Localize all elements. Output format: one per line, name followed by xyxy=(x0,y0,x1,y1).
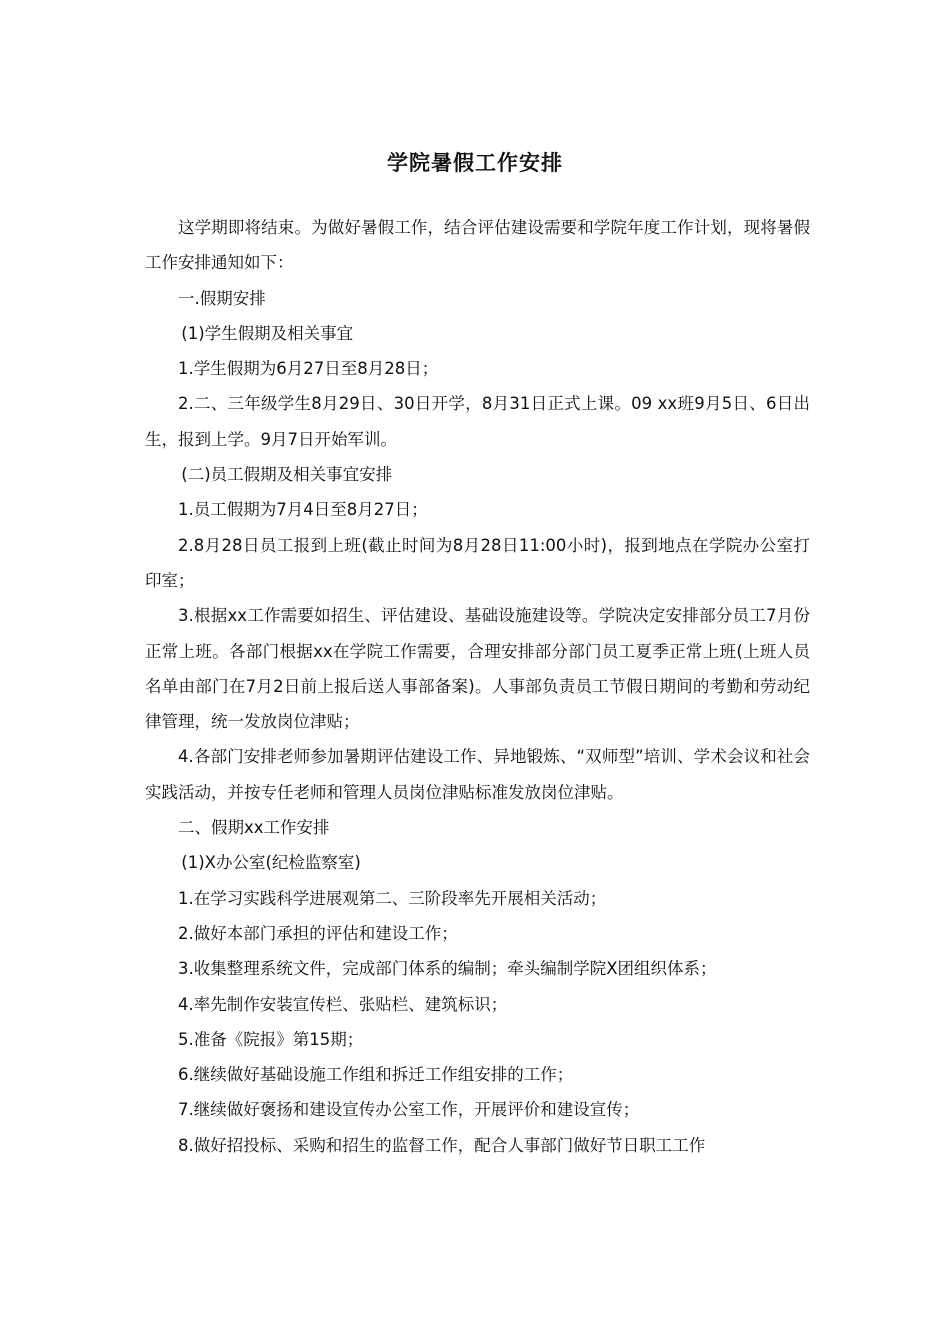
paragraph-office-item-5: 5.准备《院报》第15期； xyxy=(178,1029,364,1049)
paragraph-office-item-1: 1.在学习实践科学进展观第二、三阶段率先开展相关活动； xyxy=(178,888,607,908)
paragraph-staff-item-3: 3.根据xx工作需要如招生、评估建设、基础设施建设等。学院决定安排部分员工7月份正常上班。各部门根据xx在学院工作需要，合理安排部分部门员工夏季正常上班(上班人员名单由部门在7月2日前上报后送人事部备案)。人事部负责员工节假日期间的考勤和劳动纪律管理，统一发放岗位津贴； xyxy=(145,606,810,732)
paragraph-student-heading: (1)学生假期及相关事宜 xyxy=(181,323,354,343)
paragraph-student-item-1: 1.学生假期为6月27日至8月28日； xyxy=(178,359,439,379)
document-title: 学院暑假工作安排 xyxy=(387,151,563,175)
paragraph-office-item-6: 6.继续做好基础设施工作组和拆迁工作组安排的工作； xyxy=(178,1065,574,1085)
paragraph-intro: 这学期即将结束。为做好暑假工作，结合评估建设需要和学院年度工作计划，现将暑假工作安排通知如下： xyxy=(145,218,810,273)
paragraph-office-item-4: 4.率先制作安装宣传栏、张贴栏、建筑标识； xyxy=(178,994,508,1014)
paragraph-staff-item-2: 2.8月28日员工报到上班(截止时间为8月28日11:00小时)，报到地点在学院办公室打印室； xyxy=(145,535,810,590)
paragraph-section-1-heading: 一.假期安排 xyxy=(178,288,266,308)
paragraph-office-item-8: 8.做好招投标、采购和招生的监督工作，配合人事部门做好节日职工工作 xyxy=(178,1135,706,1155)
paragraph-office-item-3: 3.收集整理系统文件，完成部门体系的编制；牵头编制学院X团组织体系； xyxy=(178,959,717,979)
paragraph-staff-item-1: 1.员工假期为7月4日至8月27日； xyxy=(178,500,428,520)
document-body xyxy=(145,210,810,1163)
paragraph-section-2-heading: 二、假期xx工作安排 xyxy=(178,818,330,838)
paragraph-student-item-2: 2.二、三年级学生8月29日、30日开学，8月31日正式上课。09 xx班9月5日、6日出生，报到上学。9月7日开始军训。 xyxy=(145,394,810,449)
paragraph-staff-heading: (二)员工假期及相关事宜安排 xyxy=(181,465,393,485)
paragraph-office-heading: (1)X办公室(纪检监察室) xyxy=(181,853,361,873)
paragraph-office-item-2: 2.做好本部门承担的评估和建设工作； xyxy=(178,923,458,943)
paragraph-office-item-7: 7.继续做好褒扬和建设宣传办公室工作，开展评价和建设宣传； xyxy=(178,1100,640,1120)
paragraph-staff-item-4: 4.各部门安排老师参加暑期评估建设工作、异地锻炼、“双师型”培训、学术会议和社会实践活动，并按专任老师和管理人员岗位津贴标准发放岗位津贴。 xyxy=(145,747,810,802)
